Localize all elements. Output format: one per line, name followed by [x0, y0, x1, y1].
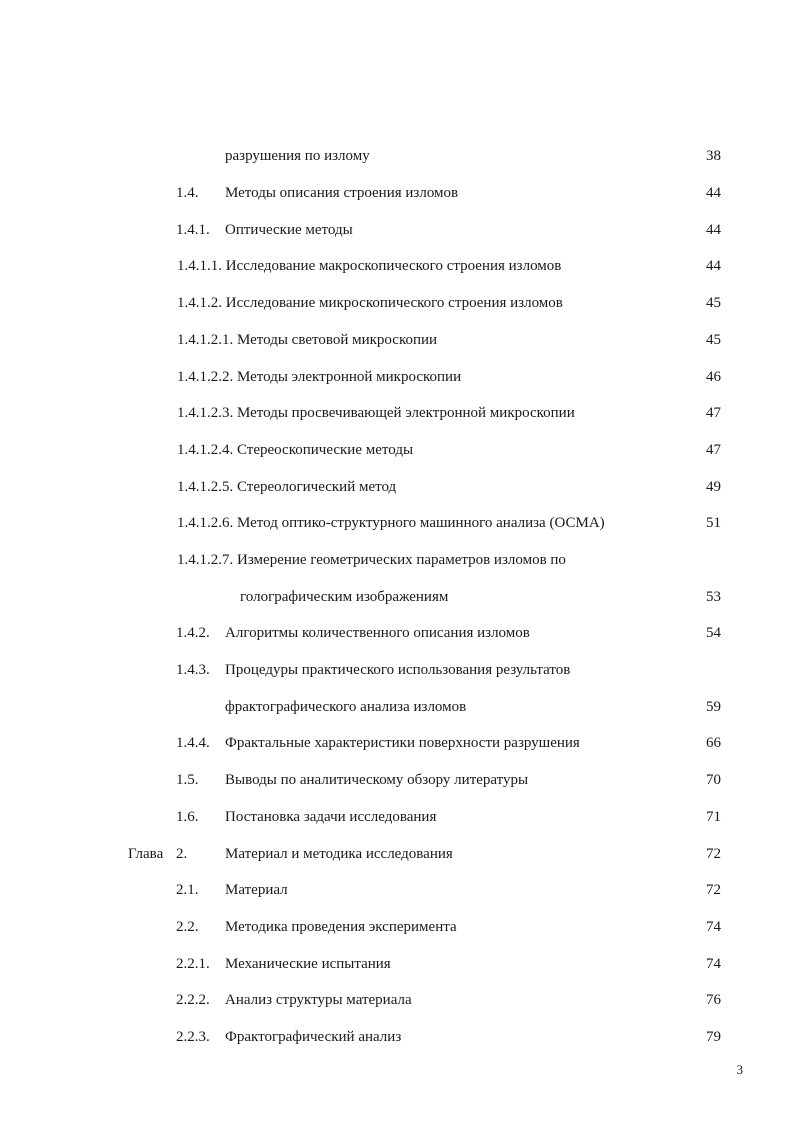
toc-entry-number: 1.4.3. — [176, 662, 210, 678]
toc-entry-title: 1.4.1.2. Исследование микроскопического строения изломов — [177, 295, 563, 311]
toc-entry — [0, 621, 793, 645]
toc-entry — [0, 878, 793, 902]
toc-entry — [0, 658, 793, 682]
toc-entry-number: 1.4.2. — [176, 625, 210, 641]
toc-entry-title: Материал и методика исследования — [225, 846, 453, 862]
toc-entry-title: 1.4.1.2.7. Измерение геометрических параметров изломов по — [177, 552, 566, 568]
toc-entry-title: 1.4.1.2.4. Стереоскопические методы — [177, 442, 414, 458]
toc-entry-page: 79 — [706, 1029, 721, 1045]
toc-entry-page: 51 — [706, 515, 721, 531]
toc-entry — [0, 731, 793, 755]
toc-entry-page: 66 — [706, 735, 721, 751]
toc-entry-title: 1.4.1.2.3. Методы просвечивающей электронной микроскопии — [177, 405, 575, 421]
toc-entry — [0, 1025, 793, 1049]
toc-entry-page: 76 — [706, 992, 721, 1008]
toc-entry-title: 1.4.1.2.1. Методы световой микроскопии — [177, 332, 438, 348]
toc-entry-page: 74 — [706, 956, 721, 972]
toc-entry-page: 72 — [706, 882, 721, 898]
toc-entry-page: 38 — [706, 148, 721, 164]
toc-entry-number: 2.2.1. — [176, 956, 210, 972]
toc-entry-number: 1.4.1. — [176, 222, 210, 238]
toc-entry — [0, 475, 793, 499]
toc-entry-page: 46 — [706, 369, 721, 385]
toc-entry-title: Методы описания строения изломов — [225, 185, 459, 201]
toc-entry-title: Алгоритмы количественного описания изломов — [225, 625, 530, 641]
toc-entry — [0, 438, 793, 462]
toc-entry-number: 2.1. — [176, 882, 199, 898]
toc-entry — [0, 181, 793, 205]
toc-entry — [0, 585, 793, 609]
toc-entry-page: 47 — [706, 442, 721, 458]
toc-entry-number: 1.6. — [176, 809, 199, 825]
toc-entry-page: 47 — [706, 405, 721, 421]
toc-entry-page: 71 — [706, 809, 721, 825]
toc-entry — [0, 548, 793, 572]
toc-entry-number: 1.4.4. — [176, 735, 210, 751]
toc-entry-page: 44 — [706, 222, 721, 238]
toc-entry-page: 54 — [706, 625, 721, 641]
toc-entry-title: Механические испытания — [225, 956, 391, 972]
toc-entry — [0, 144, 793, 168]
toc-entry-page: 72 — [706, 846, 721, 862]
toc-entry-number: 1.5. — [176, 772, 199, 788]
toc-entry-number: 2.2.2. — [176, 992, 210, 1008]
page-number: 3 — [736, 1062, 743, 1077]
toc-entry-page: 45 — [706, 295, 721, 311]
toc-entry-title: 1.4.1.1. Исследование макроскопического строения изломов — [177, 258, 562, 274]
toc-entry — [0, 952, 793, 976]
toc-entry-title: разрушения по излому — [225, 148, 370, 164]
toc-chapter-word: Глава — [128, 846, 164, 862]
toc-entry-page: 70 — [706, 772, 721, 788]
toc-entry — [0, 768, 793, 792]
toc-entry-page: 49 — [706, 479, 721, 495]
toc-entry-page: 59 — [706, 699, 721, 715]
toc-entry — [0, 365, 793, 389]
toc-entry-number: 2.2.3. — [176, 1029, 210, 1045]
toc-entry-title: Постановка задачи исследования — [225, 809, 437, 825]
toc-entry-title: Фрактографический анализ — [225, 1029, 402, 1045]
toc-entry-page: 44 — [706, 185, 721, 201]
toc-entry — [0, 218, 793, 242]
toc-entry-page: 53 — [706, 589, 721, 605]
toc-entry-title: Фрактальные характеристики поверхности разрушения — [225, 735, 580, 751]
toc-entry-title: 1.4.1.2.5. Стереологический метод — [177, 479, 397, 495]
toc-entry-page: 45 — [706, 332, 721, 348]
toc-entry-title: Оптические методы — [225, 222, 353, 238]
toc-entry-title: Анализ структуры материала — [225, 992, 412, 1008]
toc-entry — [0, 328, 793, 352]
toc-entry-number: 2. — [176, 846, 188, 862]
toc-entry — [0, 254, 793, 278]
toc-entry-title: голографическим изображениям — [240, 589, 449, 605]
toc-entry-number: 1.4. — [176, 185, 199, 201]
toc-entry — [0, 915, 793, 939]
toc-entry — [0, 511, 793, 535]
toc-entry-page: 74 — [706, 919, 721, 935]
toc-entry-title: Процедуры практического использования результатов — [225, 662, 571, 678]
toc-entry-title: Выводы по аналитическому обзору литературы — [225, 772, 529, 788]
toc-entry-title: фрактографического анализа изломов — [225, 699, 467, 715]
toc-entry — [0, 291, 793, 315]
toc-entry — [0, 988, 793, 1012]
toc-entry — [0, 805, 793, 829]
toc-chapter-entry — [0, 842, 793, 866]
toc-entry-number: 2.2. — [176, 919, 199, 935]
toc-entry-title: 1.4.1.2.2. Методы электронной микроскопии — [177, 369, 462, 385]
toc-entry — [0, 695, 793, 719]
toc-entry — [0, 401, 793, 425]
toc-entry-title: Материал — [225, 882, 288, 898]
toc-entry-page: 44 — [706, 258, 721, 274]
toc-entry-title: Методика проведения эксперимента — [225, 919, 457, 935]
toc-entry-title: 1.4.1.2.6. Метод оптико-структурного машинного анализа (ОСМА) — [177, 515, 605, 531]
